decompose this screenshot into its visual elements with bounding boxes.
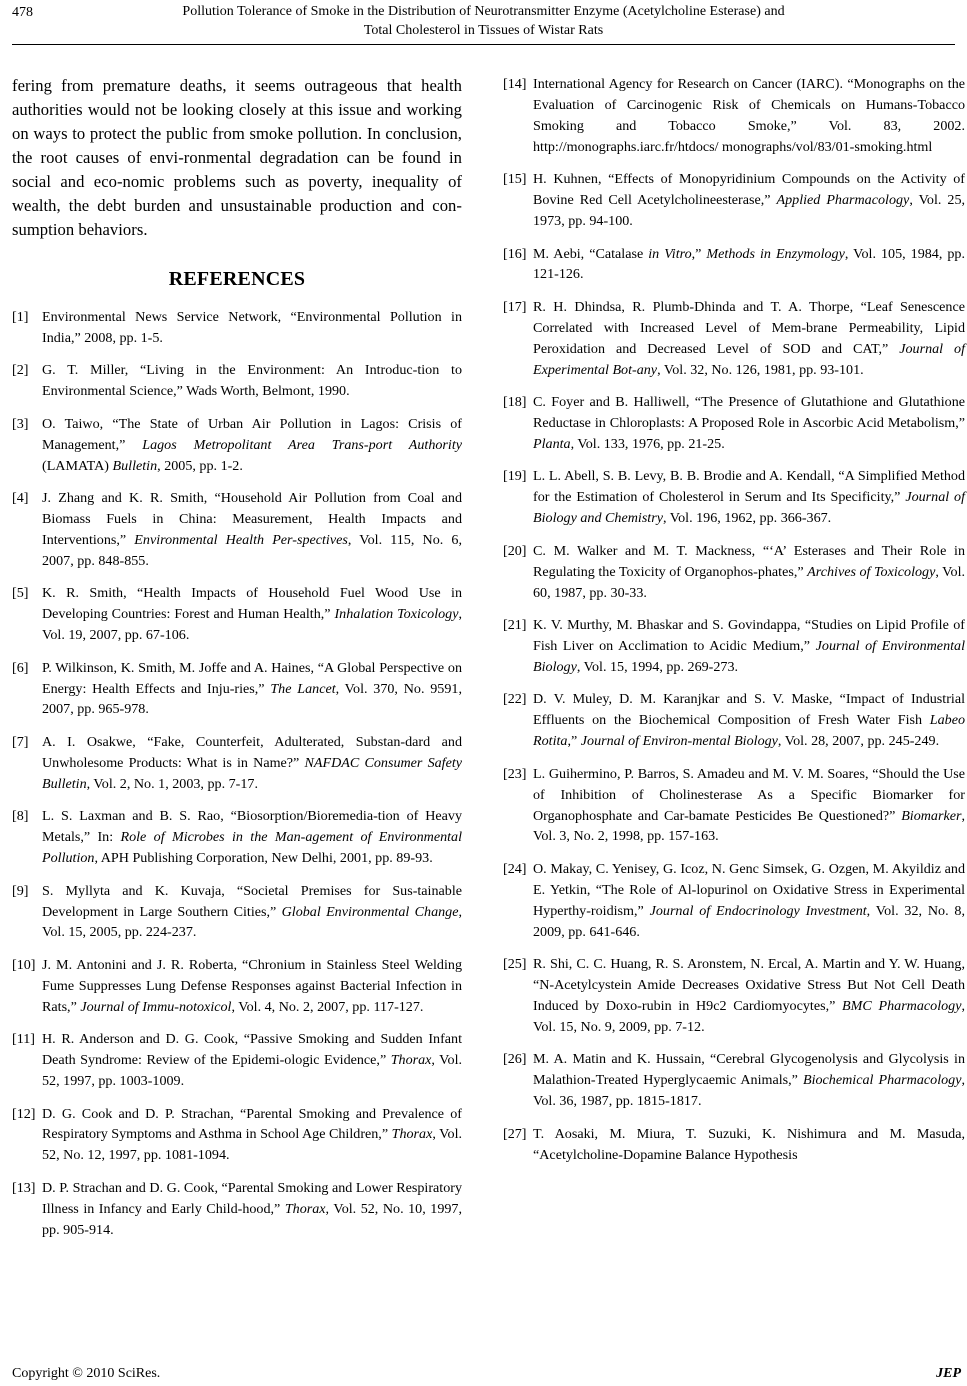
reference-item	[503, 1124, 965, 1166]
reference-text	[533, 74, 965, 158]
reference-segment: L. S. Laxman and B. S. Rao, “Biosorption/Bioremedia-tion of Heavy Metals,” In:	[42, 808, 462, 846]
reference-segment: D. P. Strachan and D. G. Cook, “Parental Smoking and Lower Respiratory Illness in Infancy and Early Child-hood,”	[42, 1179, 462, 1217]
reference-text	[533, 392, 965, 455]
reference-segment: , Vol. 2, No. 1, 2003, pp. 7-17.	[86, 775, 258, 792]
reference-segment: Environmental News Service Network, “Environmental Pollution in India,” 2008, pp. 1-5.	[42, 309, 462, 346]
footer-journal: JEP	[936, 1366, 961, 1381]
reference-segment: ,”	[567, 733, 581, 750]
reference-segment: , Vol. 370, No. 9591, 2007, pp. 965-978.	[42, 680, 462, 718]
references-list-right	[503, 74, 965, 1166]
reference-segment: , Vol. 52, No. 12, 1997, pp. 1081-1094.	[42, 1126, 463, 1164]
reference-segment: , Vol. 4, No. 2, 2007, pp. 117-127.	[231, 998, 424, 1015]
reference-italic-segment: Journal of Biology and Chemistry	[533, 489, 965, 527]
reference-italic-segment: Journal of Immu-notoxicol	[80, 998, 232, 1015]
reference-segment: , Vol. 32, No. 126, 1981, pp. 93-101.	[657, 361, 864, 378]
reference-item	[503, 689, 965, 752]
reference-number: [13]	[12, 1179, 36, 1196]
reference-segment: , Vol. 32, No. 8, 2009, pp. 641-646.	[533, 902, 965, 940]
reference-text	[42, 583, 462, 646]
reference-segment: S. Myllyta and K. Kuvaja, “Societal Premises for Sus-tainable Development in Large Southern Cities,”	[42, 882, 462, 920]
reference-italic-segment: Global Environmental Change	[281, 903, 459, 920]
reference-number: [9]	[12, 882, 29, 899]
reference-item	[503, 541, 965, 604]
reference-segment: , Vol. 196, 1962, pp. 366-367.	[662, 510, 832, 527]
reference-text	[42, 658, 462, 721]
reference-item	[503, 244, 965, 286]
reference-italic-segment: Biochemical Pharmacology	[802, 1072, 962, 1089]
reference-segment: , APH Publishing Corporation, New Delhi, 2001, pp. 89-93.	[94, 850, 433, 867]
reference-number: [27]	[503, 1125, 527, 1142]
reference-segment: , Vol. 60, 1987, pp. 30-33.	[533, 563, 966, 601]
reference-item	[12, 1029, 462, 1092]
reference-segment: C. M. Walker and M. T. Mackness, “‘A’ Esterases and Their Role in Regulating the Toxicity of Organophos-phates,”	[533, 542, 965, 580]
reference-segment: , Vol. 28, 2007, pp. 245-249.	[777, 733, 940, 750]
running-header-line-2: Total Cholesterol in Tissues of Wistar Rats	[363, 23, 604, 38]
reference-segment: G. T. Miller, “Living in the Environment: An Introduc-tion to Environmental Science,” Wads Worth, Belmont, 1990.	[42, 362, 462, 400]
reference-number: [21]	[503, 617, 527, 634]
references-heading: REFERENCES	[168, 268, 306, 290]
reference-segment: J. Zhang and K. R. Smith, “Household Air Pollution from Coal and Biomass Fuels in China: Measurement, Health Impacts and Interventions,”	[42, 490, 462, 548]
reference-segment: O. Makay, C. Yenisey, G. Icoz, N. Genc Simsek, G. Ozgen, M. Akyildiz and E. Yetkin, “The Role of Al-lopurinol on Oxidative Stress in Experimental Hyperthy-roidism,”	[533, 860, 965, 919]
reference-number: [1]	[12, 309, 29, 325]
running-header-line-1: Pollution Tolerance of Smoke in the Distribution of Neurotransmitter Enzyme (Acetylcholine Esterase) and	[182, 4, 785, 19]
reference-segment: A. I. Osakwe, “Fake, Counterfeit, Adulterated, Substan-dard and Unwholesome Products: What is in Name?”	[42, 733, 462, 771]
reference-item	[12, 488, 462, 572]
reference-item	[503, 466, 965, 529]
reference-number: [6]	[12, 659, 29, 676]
reference-italic-segment: Journal of Experimental Bot-any	[533, 340, 965, 378]
reference-item	[503, 954, 965, 1038]
reference-segment: K. R. Smith, “Health Impacts of Household Fuel Wood Use in Developing Countries: Forest and Human Health,”	[42, 585, 462, 623]
reference-segment: K. V. Murthy, M. Bhaskar and S. Govindappa, “Studies on Lipid Profile of Fish Liver on Acclimation to Acidic Medium,”	[533, 617, 965, 654]
reference-italic-segment: NAFDAC Consumer Safety Bulletin	[42, 754, 463, 792]
reference-segment: , Vol. 19, 2007, pp. 67-106.	[42, 606, 462, 644]
reference-segment: H. R. Anderson and D. G. Cook, “Passive Smoking and Sudden Infant Death Syndrome: Review of the Epidemi-ologic Evidence,”	[42, 1031, 462, 1069]
body-paragraph: fering from premature deaths, it seems outrageous that health authorities would not be looking closely at this issue and working on ways to protect the public from smoke pollution. In conclusion, the root causes of envi-ronmental degradation can be found in social and eco-nomic problems such as poverty, inequality of wealth, the debt burden and unsustainable production and con-sumption behaviors.	[12, 76, 462, 239]
reference-text	[533, 954, 965, 1038]
reference-text	[42, 806, 462, 869]
reference-number: [22]	[503, 691, 527, 708]
reference-item	[12, 307, 462, 349]
reference-number: [24]	[503, 860, 527, 877]
reference-number: [3]	[12, 415, 29, 432]
reference-item	[12, 732, 462, 795]
reference-item	[12, 414, 462, 477]
reference-item	[503, 859, 965, 943]
reference-segment: D. G. Cook and D. P. Strachan, “Parental Smoking and Prevalence of Respiratory Symptoms and Asthma in School Age Children,”	[42, 1105, 462, 1143]
reference-number: [11]	[12, 1031, 35, 1048]
reference-text	[533, 689, 965, 752]
reference-text	[533, 297, 965, 381]
reference-number: [14]	[503, 76, 527, 92]
reference-segment: H. Kuhnen, “Effects of Monopyridinium Compounds on the Activity of Bovine Red Cell Acetylcholineesterase,”	[533, 171, 965, 209]
reference-italic-segment: Thorax	[284, 1200, 326, 1217]
reference-item	[503, 74, 965, 158]
reference-item	[12, 583, 462, 646]
reference-segment: , Vol. 52, 1997, pp. 1003-1009.	[42, 1052, 463, 1090]
reference-number: [26]	[503, 1051, 527, 1068]
reference-item	[503, 1049, 965, 1112]
reference-italic-segment: Labeo Rotita	[533, 712, 965, 750]
right-column	[503, 74, 965, 1177]
reference-text	[533, 169, 965, 232]
reference-segment: , Vol. 15, 2005, pp. 224-237.	[42, 903, 462, 941]
footer-copyright: Copyright © 2010 SciRes.	[12, 1366, 161, 1381]
reference-text	[533, 244, 965, 286]
reference-text	[42, 732, 462, 795]
reference-segment: J. M. Antonini and J. R. Roberta, “Chronium in Stainless Steel Welding Fume Suppresses Lung Defense Responses against Bacterial Infection in Rats,”	[42, 956, 462, 1015]
reference-text	[533, 764, 965, 848]
reference-segment: T. Aosaki, M. Miura, T. Suzuki, K. Nishimura and M. Masuda, “Acetylcholine-Dopamine Balance Hypothesis	[533, 1125, 965, 1163]
reference-segment: M. Aebi, “Catalase	[533, 245, 649, 262]
reference-number: [7]	[12, 733, 29, 750]
running-header	[80, 2, 887, 40]
reference-segment: R. H. Dhindsa, R. Plumb-Dhinda and T. A. Thorpe, “Leaf Senescence Correlated with Increased Level of Mem-brane Permeability, Lipid Peroxidation and Decreased Level of SOD and CAT,”	[533, 298, 965, 357]
reference-italic-segment: Journal of Environmental Biology	[533, 638, 965, 675]
reference-segment: , Vol. 15, No. 9, 2009, pp. 7-12.	[533, 997, 965, 1035]
reference-number: [10]	[12, 956, 36, 973]
reference-italic-segment: Role of Microbes in the Man-agement of Environmental Pollution	[42, 829, 463, 867]
reference-number: [16]	[503, 245, 527, 262]
reference-item	[12, 806, 462, 869]
reference-number: [25]	[503, 956, 527, 973]
reference-italic-segment: Thorax	[390, 1052, 432, 1069]
reference-text	[42, 1029, 462, 1092]
reference-segment: M. A. Matin and K. Hussain, “Cerebral Glycogenolysis and Glycolysis in Malathion-Treated Hyperglycaemic Animals,”	[533, 1051, 965, 1089]
reference-item	[503, 392, 965, 455]
reference-italic-segment: Methods in Enzymology	[706, 245, 845, 262]
reference-text	[42, 955, 462, 1018]
reference-text	[533, 541, 965, 604]
reference-number: [17]	[503, 298, 527, 315]
reference-segment: , Vol. 25, 1973, pp. 94-100.	[533, 192, 966, 230]
reference-text	[42, 360, 462, 402]
reference-text	[533, 1124, 965, 1166]
reference-text	[42, 307, 462, 349]
reference-item	[12, 1104, 462, 1167]
reference-italic-segment: BMC Pharmacology	[842, 997, 962, 1014]
reference-italic-segment: The Lancet	[270, 680, 336, 697]
reference-segment: R. Shi, C. C. Huang, R. S. Aronstem, N. Ercal, A. Martin and Y. W. Huang, “N-Acetylcystein Amide Decreases Oxidative Stress But Not Cell Death Induced by Doxo-rubin in H9c2 Cardiomyocytes,”	[533, 956, 965, 1014]
reference-segment: , Vol. 36, 1987, pp. 1815-1817.	[533, 1072, 965, 1110]
reference-italic-segment: Biomarker	[901, 807, 962, 824]
reference-number: [19]	[503, 468, 527, 485]
header-rule	[12, 44, 955, 45]
reference-segment: C. Foyer and B. Halliwell, “The Presence of Glutathione and Glutathione Reductase in Chloroplasts: A Proposed Role in Ascorbic Acid Metabolism,”	[533, 394, 965, 432]
reference-italic-segment: Planta	[533, 435, 571, 452]
reference-item	[503, 297, 965, 381]
reference-text	[42, 881, 462, 944]
reference-segment: , Vol. 52, No. 10, 1997, pp. 905-914.	[42, 1200, 462, 1238]
reference-item	[12, 360, 462, 402]
reference-number: [18]	[503, 394, 527, 411]
reference-italic-segment: Lagos Metropolitant Area Trans-port Authority	[142, 436, 462, 453]
reference-italic-segment: Inhalation Toxicology	[334, 606, 459, 623]
reference-segment: L. Guihermino, P. Barros, S. Amadeu and M. V. M. Soares, “Should the Use of Inhibition of Cholinesterase As a Specific Biomarker for Organophosphate and Car-bamate Pesticides Be Questioned?”	[533, 765, 965, 824]
reference-item	[503, 764, 965, 848]
references-list-left	[12, 307, 462, 1241]
reference-number: [12]	[12, 1105, 36, 1122]
reference-number: [5]	[12, 585, 29, 602]
reference-text	[533, 859, 965, 943]
reference-item	[12, 955, 462, 1018]
reference-segment: L. L. Abell, S. B. Levy, B. B. Brodie and A. Kendall, “A Simplified Method for the Estimation of Cholesterol in Serum and Its Specificity,”	[533, 468, 965, 506]
reference-segment: D. V. Muley, D. M. Karanjkar and S. V. Maske, “Impact of Industrial Effluents on the Biochemical Composition of Fresh Water Fish	[533, 691, 965, 729]
reference-italic-segment: Archives of Toxicology	[807, 563, 936, 580]
reference-item	[503, 615, 965, 678]
reference-italic-segment: in Vitro	[648, 245, 692, 262]
reference-segment: , Vol. 105, 1984, pp. 121-126.	[533, 245, 966, 283]
reference-italic-segment: Applied Pharmacology	[776, 192, 910, 209]
reference-segment: ,”	[691, 245, 707, 262]
reference-italic-segment: Environmental Health Per-spectives	[134, 531, 348, 548]
reference-segment: International Agency for Research on Cancer (IARC). “Monographs on the Evaluation of Carcinogenic Risk of Chemicals on Humans-Tobacco Smoking and Tobacco Smoke,” Vol. 83, 2002. http://monographs.iarc.fr/htdocs/ monographs/vol/83/01-smoking.html	[533, 76, 965, 155]
reference-segment: (LAMATA)	[42, 457, 113, 474]
reference-number: [15]	[503, 171, 527, 188]
reference-text	[42, 414, 462, 477]
reference-item	[12, 881, 462, 944]
reference-segment: O. Taiwo, “The State of Urban Air Pollution in Lagos: Crisis of Management,”	[42, 415, 462, 453]
reference-segment: , Vol. 133, 1976, pp. 21-25.	[570, 435, 725, 452]
reference-segment: , Vol. 3, No. 2, 1998, pp. 157-163.	[533, 807, 965, 845]
reference-segment: , 2005, pp. 1-2.	[157, 457, 243, 474]
reference-text	[42, 1104, 462, 1167]
reference-italic-segment: Thorax	[391, 1126, 433, 1143]
reference-text	[533, 1049, 965, 1112]
reference-text	[42, 1178, 462, 1241]
left-column	[12, 74, 462, 1252]
reference-number: [2]	[12, 362, 29, 379]
reference-item	[503, 169, 965, 232]
reference-item	[12, 1178, 462, 1241]
page-number: 478	[12, 5, 33, 20]
reference-segment: P. Wilkinson, K. Smith, M. Joffe and A. Haines, “A Global Perspective on Energy: Health Effects and Inju-ries,”	[42, 659, 462, 697]
reference-number: [23]	[503, 765, 527, 782]
reference-number: [4]	[12, 490, 29, 507]
reference-italic-segment: Bulletin	[112, 457, 158, 474]
reference-text	[533, 615, 965, 678]
reference-number: [8]	[12, 808, 29, 825]
reference-number: [20]	[503, 542, 527, 559]
reference-italic-segment: Journal of Environ-mental Biology	[580, 733, 778, 750]
reference-segment: , Vol. 115, No. 6, 2007, pp. 848-855.	[42, 531, 462, 569]
reference-text	[533, 466, 965, 529]
reference-segment: , Vol. 15, 1994, pp. 269-273.	[576, 658, 739, 675]
reference-italic-segment: Journal of Endocrinology Investment	[649, 902, 867, 919]
reference-text	[42, 488, 462, 572]
reference-item	[12, 658, 462, 721]
